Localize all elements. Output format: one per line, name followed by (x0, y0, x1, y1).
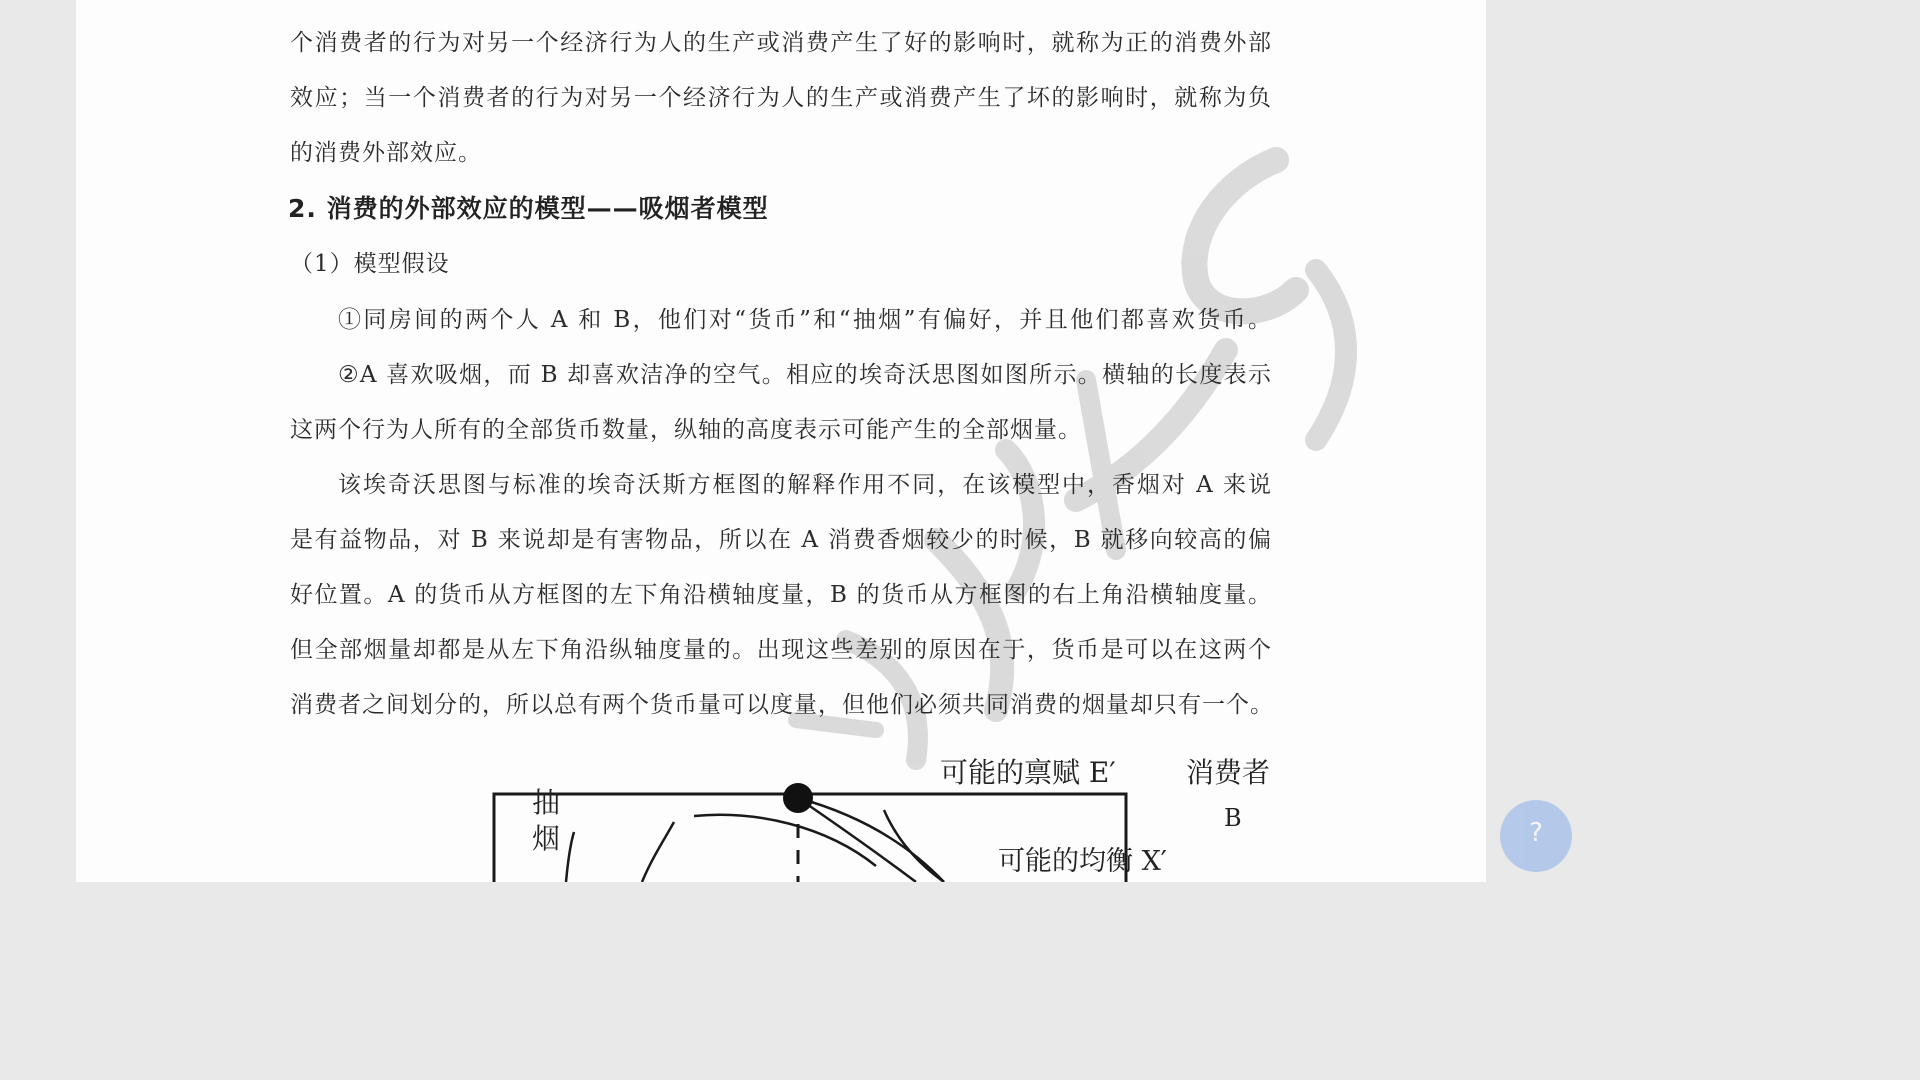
paragraph-line: 消费者之间划分的，所以总有两个货币量可以度量，但他们必须共同消费的烟量却只有一个。 (290, 692, 1274, 718)
section-heading: 2. 消费的外部效应的模型——吸烟者模型 (288, 194, 769, 223)
indifference-curve (642, 822, 674, 882)
floating-action-icon: ? (1529, 818, 1543, 848)
indifference-curve (798, 798, 944, 882)
indifference-curve (884, 810, 944, 882)
edgeworth-box-figure (446, 740, 1346, 882)
consumer-b-label: B (1224, 804, 1242, 832)
subsection-heading: （1）模型假设 (290, 251, 450, 277)
paragraph-line: 的消费外部效应。 (290, 140, 482, 166)
indifference-curve (566, 832, 574, 882)
assumption-item-1: ①同房间的两个人 A 和 B，他们对“货币”和“抽烟”有偏好，并且他们都喜欢货币。 (338, 307, 1272, 333)
floating-action-button[interactable] (1500, 800, 1572, 872)
indifference-curve (694, 815, 876, 866)
paragraph-line: 个消费者的行为对另一个经济行为人的生产或消费产生了好的影响时，就称为正的消费外部 (290, 30, 1272, 56)
paragraph-line: 效应；当一个消费者的行为对另一个经济行为人的生产或消费产生了坏的影响时，就称为负 (290, 85, 1272, 111)
endowment-label: 可能的禀赋 E′ (940, 756, 1116, 789)
assumption-item-2: ②A 喜欢吸烟，而 B 却喜欢洁净的空气。相应的埃奇沃思图如图所示。横轴的长度表示 (338, 362, 1272, 388)
consumer-label: 消费者 (1186, 756, 1271, 789)
equilibrium-label: 可能的均衡 X′ (998, 846, 1167, 877)
endowment-point (783, 783, 813, 813)
paragraph-line: 好位置。A 的货币从方框图的左下角沿横轴度量，B 的货币从方框图的右上角沿横轴度量。 (290, 582, 1272, 608)
assumption-item-2-cont: 这两个行为人所有的全部货币数量，纵轴的高度表示可能产生的全部烟量。 (290, 417, 1082, 443)
yaxis-label-2: 烟 (532, 822, 561, 855)
indifference-curve (798, 798, 916, 882)
yaxis-label-1: 抽 (532, 786, 561, 819)
paragraph-line: 是有益物品，对 B 来说却是有害物品，所以在 A 消费香烟较少的时候，B 就移向较高的偏 (290, 527, 1272, 553)
paragraph-line: 该埃奇沃思图与标准的埃奇沃斯方框图的解释作用不同，在该模型中，香烟对 A 来说 (338, 472, 1272, 498)
paragraph-line: 但全部烟量却都是从左下角沿纵轴度量的。出现这些差别的原因在于，货币是可以在这两个 (290, 637, 1272, 663)
document-page (76, 0, 1486, 882)
